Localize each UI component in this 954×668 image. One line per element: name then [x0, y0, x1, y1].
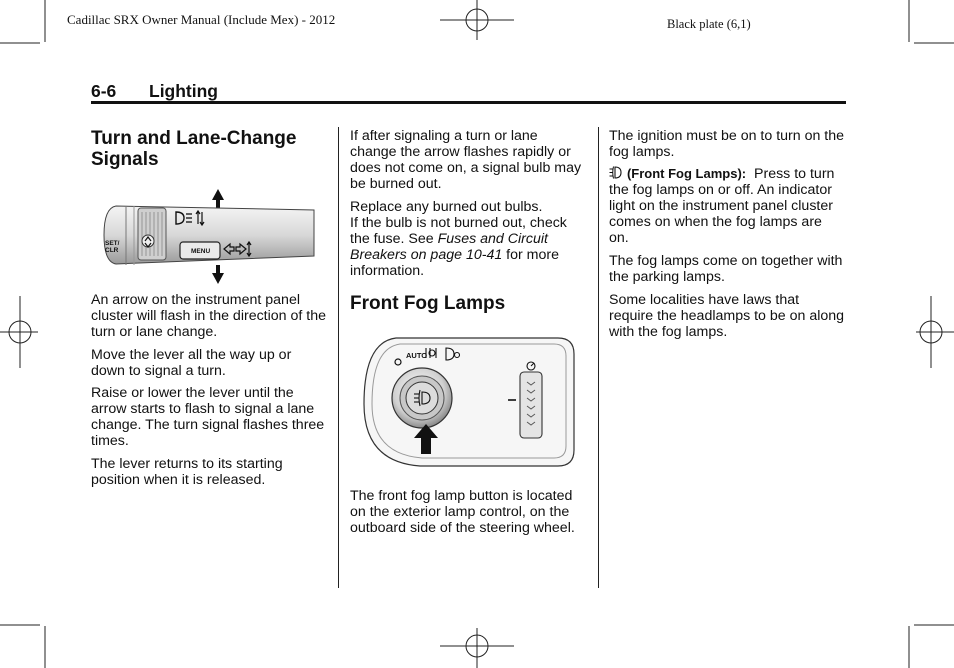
plate-label: Black plate (6,1) [667, 17, 751, 31]
fuses-reference-link[interactable]: Fuses and Circuit Breakers on page 10-41 [350, 231, 548, 263]
turn-signal-lever-illustration [96, 186, 318, 286]
paragraph-move-lever: Move the lever all the way up or down to signal a turn. [91, 347, 292, 379]
section-rule [91, 101, 846, 104]
paragraph-fog-press: (Front Fog Lamps): Press to turn the fog lamps on or off. An indicator light on the instrument panel cluster comes on when the fog lamps are on. [609, 166, 835, 246]
turn-signals-heading: Turn and Lane-Change Signals [91, 128, 297, 170]
paragraph-lane-change: Raise or lower the lever until the arrow starts to flash to signal a lane change. The turn signal flashes three times. [91, 385, 325, 449]
paragraph-local-laws: Some localities have laws that require the headlamps to be on along with the fog lamps. [609, 292, 845, 340]
paragraph-parking-lamps: The fog lamps come on together with the parking lamps. [609, 253, 843, 285]
column-divider-2 [598, 127, 599, 588]
section-number: 6-6 [91, 81, 117, 101]
column-divider-1 [338, 127, 339, 588]
arrow-up-icon [212, 189, 224, 208]
dimmer-wheel [520, 372, 542, 438]
clr-label: CLR [105, 247, 119, 254]
section-title: Lighting [149, 81, 219, 101]
arrow-down-icon [212, 265, 224, 284]
document-header-title: Cadillac SRX Owner Manual (Include Mex) - 2012 [67, 12, 336, 27]
paragraph-ignition: The ignition must be on to turn on the fog lamps. [609, 128, 845, 160]
menu-label: MENU [191, 248, 211, 255]
exterior-lamp-control-illustration [360, 332, 578, 474]
fog-lamps-label: (Front Fog Lamps): [626, 166, 747, 181]
paragraph-bulb-burned: If after signaling a turn or lane change the arrow flashes rapidly or does not come on, a signal bulb may be burned out. [350, 128, 582, 192]
paragraph-replace-bulbs: Replace any burned out bulbs. If the bulb is not burned out, check the fuse. See Fuses and Circuit Breakers on page 10-41 for more information. [350, 199, 567, 279]
paragraph-fog-button-location: The front fog lamp button is located on the exterior lamp control, on the outboard side of the steering wheel. [350, 488, 575, 536]
paragraph-lever-returns: The lever returns to its starting position when it is released. [91, 456, 283, 488]
fog-lamps-heading: Front Fog Lamps [350, 293, 506, 314]
fog-lamp-symbol-icon [609, 166, 623, 179]
set-label: SET/ [105, 240, 120, 247]
paragraph-arrow-flash: An arrow on the instrument panel cluster will flash in the direction of the turn or lane change. [91, 292, 326, 340]
auto-label: AUTO [406, 351, 428, 360]
